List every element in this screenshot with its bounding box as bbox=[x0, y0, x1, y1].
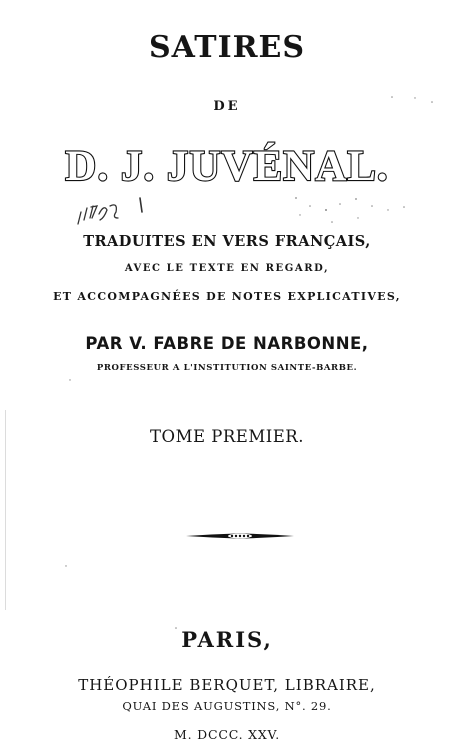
city: PARIS, bbox=[181, 627, 273, 652]
publisher-address: QUAI DES AUGUSTINS, N°. 29. bbox=[122, 699, 332, 713]
author-name: D. J. JUVÉNAL. bbox=[65, 143, 389, 190]
subtitle-text-facing: AVEC LE TEXTE EN REGARD, bbox=[124, 263, 330, 274]
ornamental-rule bbox=[186, 531, 294, 541]
title-preposition: DE bbox=[213, 99, 241, 114]
volume-label: TOME PREMIER. bbox=[150, 427, 304, 446]
publication-year: M. DCCC. XXV. bbox=[174, 727, 280, 742]
translator-role: PROFESSEUR A L'INSTITUTION SAINTE-BARBE. bbox=[96, 363, 358, 373]
publisher: THÉOPHILE BERQUET, LIBRAIRE, bbox=[78, 676, 376, 694]
book-title: SATIRES bbox=[148, 30, 306, 65]
translator-name: PAR V. FABRE DE NARBONNE, bbox=[85, 334, 369, 353]
subtitle-translation: TRADUITES EN VERS FRANÇAIS, bbox=[83, 233, 371, 250]
subtitle-notes: ET ACCOMPAGNÉES DE NOTES EXPLICATIVES, bbox=[53, 290, 401, 303]
